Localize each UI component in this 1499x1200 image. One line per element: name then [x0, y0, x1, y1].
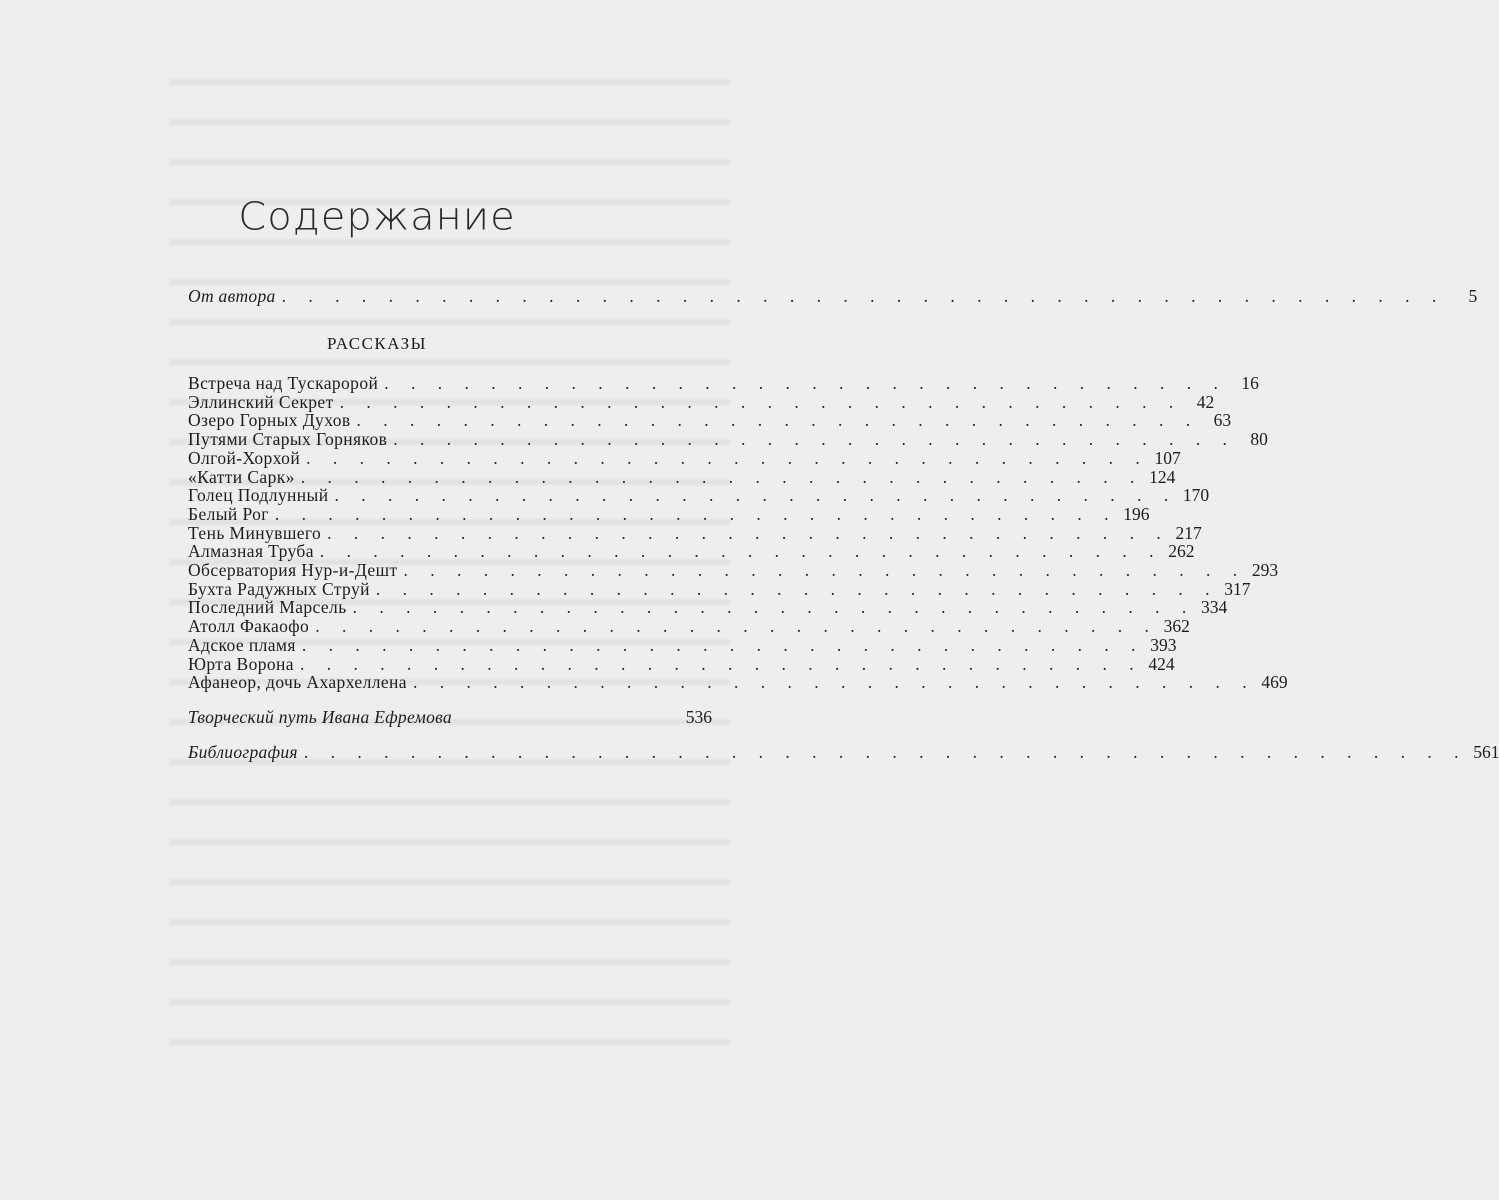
toc-entry-page: 262 — [1168, 541, 1195, 562]
page-title: Содержание — [238, 195, 516, 239]
toc-entry-label: Путями Старых Горняков — [188, 429, 388, 450]
toc-entry-story — [188, 466, 1176, 487]
toc-entry-story — [188, 597, 1228, 618]
leader-dots: . . . . . . . . . . . . . . . . . . . . . . . . . . . . . . . . — [319, 541, 1163, 562]
toc-entry-page: 469 — [1261, 672, 1288, 693]
toc-entry-page: 5 — [1468, 286, 1478, 306]
toc-entry-label: Алмазная Труба — [188, 541, 314, 562]
leader-dots: . . . . . . . . . . . . . . . . . . . . . . . . . . . . . . . . — [384, 373, 1227, 393]
toc-entry-page: 334 — [1200, 597, 1228, 618]
leader-dots: . . . . . . . . . . . . . . . . . . . . . . . . . . . . . . . . — [375, 578, 1219, 599]
leader-dots: . . . . . . . . . . . . . . . . . . . . . . . . . . . . . . . . — [327, 522, 1170, 543]
toc-entry-page: 362 — [1163, 616, 1190, 637]
toc-entry-story — [188, 541, 1195, 562]
toc-entry-page: 63 — [1213, 410, 1232, 431]
toc-entry-story — [188, 485, 1210, 506]
toc-entry-label: Юрта Ворона — [188, 653, 294, 674]
toc-entry-page: 196 — [1123, 503, 1150, 524]
toc-entry-story — [188, 373, 1259, 393]
toc-entry-page: 107 — [1154, 447, 1181, 468]
leader-dots: . . . . . . . . . . . . . . . . . . . . . . . . . . . . . . . . . . . . . . . . . . . . — [281, 286, 1446, 306]
toc-entry-page: 424 — [1148, 653, 1175, 674]
leader-dots: . . . . . . . . . . . . . . . . . . . . . . . . . . . . . . . . — [393, 429, 1236, 450]
toc-entry-label: Встреча над Тускаророй — [188, 373, 379, 393]
leader-dots: . . . . . . . . . . . . . . . . . . . . . . . . . . . . . . . . — [306, 447, 1149, 468]
toc-entry-label: Олгой-Хорхой — [188, 447, 301, 468]
leader-dots: . . . . . . . . . . . . . . . . . . . . . . . . . . . . . . . . — [403, 560, 1247, 580]
leader-dots: . . . . . . . . . . . . . . . . . . . . . . . . . . . . . . . . — [412, 672, 1256, 693]
toc-entry-label: Бухта Радужных Струй — [188, 578, 370, 599]
leader-dots: . . . . . . . . . . . . . . . . . . . . . . . . . . . . . . . . — [339, 391, 1183, 412]
toc-entry-label: Библиография — [188, 742, 298, 762]
toc-entry-label: Голец Подлунный — [188, 485, 329, 506]
leader-dots: . . . . . . . . . . . . . . . . . . . . . . . . . . . . . . . . — [356, 410, 1200, 431]
toc-entry-story — [188, 522, 1202, 543]
section-heading: РАССКАЗЫ — [327, 334, 427, 353]
toc-entry-label: Белый Рог — [188, 503, 269, 524]
toc-entry-page: 42 — [1196, 391, 1215, 412]
toc-entry-label: Тень Минувшего — [188, 522, 322, 543]
toc-entry-page: 217 — [1175, 522, 1202, 543]
leader-dots: . . . . . . . . . . . . . . . . . . . . . . . . . . . . . . . . — [301, 634, 1145, 655]
leader-dots: . . . . . . . . . . . . . . . . . . . . . . . . . . . . . . . . — [274, 503, 1118, 524]
toc-entry-label: Афанеор, дочь Ахархеллена — [188, 672, 407, 693]
toc-entry-label: «Катти Сарк» — [188, 466, 295, 487]
leader-dots: . . . . . . . . . . . . . . . . . . . . . . . . . . . . . . . . — [300, 466, 1144, 487]
toc-entry-story — [188, 653, 1175, 674]
leader-dots: . . . . . . . . . . . . . . . . . . . . . . . . . . . . . . . . — [299, 653, 1143, 674]
toc-entry-label: Последний Марсель — [188, 597, 347, 618]
toc-entry-page: 170 — [1182, 485, 1210, 506]
toc-entry-label: Эллинский Секрет — [188, 391, 334, 412]
toc-entry-page: 80 — [1250, 429, 1268, 450]
toc-entry-label: От автора — [188, 286, 276, 306]
toc-entry-label: Атолл Факаофо — [188, 616, 310, 637]
toc-entry-label: Адское пламя — [188, 634, 296, 655]
toc-entry-page: 293 — [1251, 560, 1279, 580]
toc-entry-bibliography — [188, 742, 1499, 762]
toc-entry-page: 561 — [1473, 742, 1499, 762]
toc-entry-story — [188, 410, 1232, 431]
toc-entry-author — [188, 286, 1478, 306]
toc-entry-story — [188, 560, 1279, 580]
toc-entry-page: 536 — [685, 707, 712, 727]
toc-entry-label: Творческий путь Ивана Ефремова — [188, 707, 452, 727]
leader-dots: . . . . . . . . . . . . . . . . . . . . . . . . . . . . . . . . — [352, 597, 1196, 618]
toc-entry-story — [188, 503, 1150, 524]
toc-entry-story — [188, 391, 1215, 412]
toc-entry-story — [188, 447, 1181, 468]
leader-dots: . . . . . . . . . . . . . . . . . . . . . . . . . . . . . . . . — [315, 616, 1158, 637]
toc-entry-label: Озеро Горных Духов — [188, 410, 351, 431]
toc-entry-story — [188, 616, 1190, 637]
toc-entry-essay — [188, 709, 712, 727]
toc-entry-page: 393 — [1150, 634, 1177, 655]
leader-dots: . . . . . . . . . . . . . . . . . . . . . . . . . . . . . . . . . . . . . . . . . . . . — [303, 742, 1468, 762]
leader-dots: . . . . . . . . . . . . . . . . . . . . . . . . . . . . . . . . — [334, 485, 1178, 506]
toc-entry-story — [188, 672, 1288, 693]
toc-entry-page: 124 — [1149, 466, 1176, 487]
toc-entry-story — [188, 634, 1177, 655]
toc-entry-story — [188, 429, 1268, 450]
toc-entry-label: Обсерватория Нур-и-Дешт — [188, 560, 398, 580]
toc-entry-story — [188, 578, 1251, 599]
toc-entry-page: 317 — [1224, 578, 1251, 599]
toc-entry-page: 16 — [1241, 373, 1259, 393]
